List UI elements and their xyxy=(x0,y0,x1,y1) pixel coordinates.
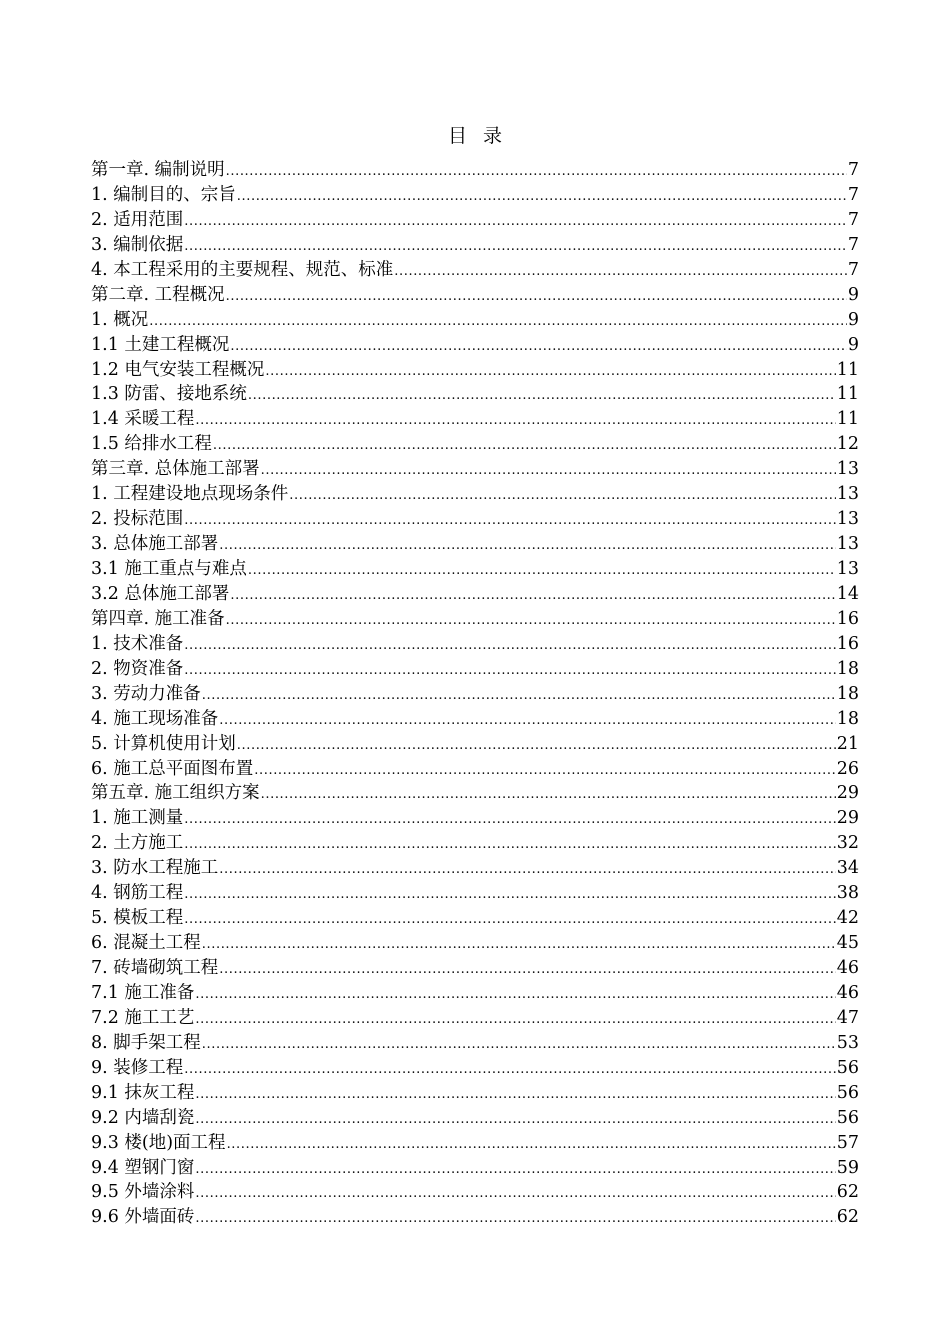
toc-entry-label: 3. 编制依据 xyxy=(91,234,184,255)
toc-entry-label: 第三章. 总体施工部署 xyxy=(91,459,260,480)
toc-entry-label: 6. 混凝土工程 xyxy=(91,933,201,954)
toc-entry-label: 5. 计算机使用计划 xyxy=(91,733,236,754)
toc-entry[interactable] xyxy=(91,407,859,432)
toc-dot-leader xyxy=(184,210,847,233)
toc-entry[interactable] xyxy=(91,507,859,532)
toc-dot-leader xyxy=(184,808,835,831)
toc-entry-label: 第二章. 工程概况 xyxy=(91,284,225,305)
toc-entry-label: 2. 适用范围 xyxy=(91,209,184,230)
toc-dot-leader xyxy=(184,235,847,258)
toc-entry-page-number: 7 xyxy=(847,160,859,180)
toc-entry[interactable] xyxy=(91,831,859,856)
toc-entry[interactable] xyxy=(91,432,859,457)
toc-entry[interactable] xyxy=(91,806,859,831)
toc-dot-leader xyxy=(237,734,836,757)
toc-entry-label: 1.3 防雷、接地系统 xyxy=(91,384,247,405)
toc-entry-label: 8. 脚手架工程 xyxy=(91,1032,201,1053)
toc-dot-leader xyxy=(184,509,835,532)
toc-entry-label: 7.2 施工工艺 xyxy=(91,1007,195,1028)
toc-dot-leader xyxy=(219,534,835,557)
toc-entry[interactable] xyxy=(91,956,859,981)
toc-entry-label: 7.1 施工准备 xyxy=(91,982,195,1003)
toc-entry-page-number: 57 xyxy=(836,1132,859,1153)
toc-entry-page-number: 11 xyxy=(836,409,859,430)
toc-dot-leader xyxy=(219,858,835,881)
toc-dot-leader xyxy=(248,384,836,407)
toc-entry-label: 7. 砖墙砌筑工程 xyxy=(91,958,219,978)
toc-entry[interactable] xyxy=(91,607,859,632)
toc-dot-leader xyxy=(394,260,847,283)
toc-dot-leader xyxy=(230,584,835,607)
toc-entry-label: 2. 物资准备 xyxy=(91,658,184,679)
toc-entry[interactable] xyxy=(91,1056,859,1081)
toc-entry-label: 第一章. 编制说明 xyxy=(91,160,225,180)
toc-dot-leader xyxy=(261,459,836,482)
toc-entry-label: 1. 技术准备 xyxy=(91,633,184,654)
toc-dot-leader xyxy=(195,409,835,432)
toc-entry-page-number: 13 xyxy=(836,484,859,505)
toc-dot-leader xyxy=(149,310,847,333)
toc-entry-page-number: 11 xyxy=(836,359,859,380)
toc-entry-label: 2. 投标范围 xyxy=(91,509,184,530)
toc-entry[interactable] xyxy=(91,1006,859,1031)
toc-entry[interactable] xyxy=(91,532,859,557)
toc-entry[interactable] xyxy=(91,1106,859,1131)
toc-entry-page-number: 7 xyxy=(847,259,859,280)
toc-entry-label: 4. 本工程采用的主要规程、规范、标准 xyxy=(91,259,394,280)
toc-entry-label: 1. 工程建设地点现场条件 xyxy=(91,484,289,505)
toc-entry[interactable] xyxy=(91,457,859,482)
toc-entry-page-number: 56 xyxy=(836,1057,859,1078)
toc-dot-leader xyxy=(195,1207,835,1230)
toc-dot-leader xyxy=(195,983,835,1006)
toc-entry-label: 1.1 土建工程概况 xyxy=(91,334,230,355)
toc-entry-page-number: 46 xyxy=(836,982,859,1003)
toc-dot-leader xyxy=(226,285,847,308)
toc-entry-page-number: 7 xyxy=(847,209,859,230)
toc-entry[interactable] xyxy=(91,183,859,208)
toc-entry-page-number: 13 xyxy=(836,509,859,530)
toc-dot-leader xyxy=(184,659,835,682)
toc-entry-label: 3. 防水工程施工 xyxy=(91,858,219,879)
toc-entry-page-number: 29 xyxy=(836,808,859,829)
toc-dot-leader xyxy=(261,783,836,806)
toc-dot-leader xyxy=(227,1133,836,1156)
toc-entry-page-number: 14 xyxy=(836,583,859,604)
toc-entry[interactable] xyxy=(91,682,859,707)
toc-dot-leader xyxy=(226,160,847,183)
toc-entry[interactable] xyxy=(91,981,859,1006)
toc-entry-page-number: 9 xyxy=(847,284,859,305)
toc-entry[interactable] xyxy=(91,233,859,258)
toc-dot-leader xyxy=(248,559,836,582)
toc-entry[interactable] xyxy=(91,632,859,657)
toc-entry-label: 9.3 楼(地)面工程 xyxy=(91,1132,226,1153)
toc-entry-label: 1.5 给排水工程 xyxy=(91,434,212,455)
toc-entry-page-number: 13 xyxy=(836,559,859,579)
toc-entry[interactable] xyxy=(91,781,859,806)
toc-entry-label: 3. 劳动力准备 xyxy=(91,683,201,704)
toc-entry-page-number: 45 xyxy=(836,933,859,954)
toc-entry-page-number: 7 xyxy=(847,184,859,205)
toc-entry-label: 第四章. 施工准备 xyxy=(91,608,225,629)
toc-dot-leader xyxy=(265,360,835,383)
toc-entry[interactable] xyxy=(91,657,859,682)
toc-dot-leader xyxy=(184,634,835,657)
toc-dot-leader xyxy=(202,684,836,707)
toc-entry-label: 3.2 总体施工部署 xyxy=(91,583,230,604)
toc-entry-label: 1. 施工测量 xyxy=(91,808,184,829)
toc-entry[interactable] xyxy=(91,382,859,407)
toc-dot-leader xyxy=(202,1033,836,1056)
toc-entry[interactable] xyxy=(91,1131,859,1156)
toc-dot-leader xyxy=(230,335,846,358)
toc-entry-page-number: 46 xyxy=(836,958,859,978)
toc-entry-page-number: 38 xyxy=(836,883,859,904)
toc-dot-leader xyxy=(213,434,836,457)
toc-entry-label: 3.1 施工重点与难点 xyxy=(91,559,247,579)
toc-entry-label: 6. 施工总平面图布置 xyxy=(91,758,254,779)
toc-entry-page-number: 47 xyxy=(836,1007,859,1028)
toc-entry-page-number: 9 xyxy=(847,334,859,355)
toc-entry[interactable] xyxy=(91,1081,859,1106)
toc-entry-page-number: 21 xyxy=(836,733,859,754)
toc-dot-leader xyxy=(195,1083,835,1106)
toc-entry[interactable] xyxy=(91,732,859,757)
toc-entry-page-number: 34 xyxy=(836,858,859,879)
toc-dot-leader xyxy=(202,933,836,956)
toc-entry-page-number: 26 xyxy=(836,758,859,779)
toc-dot-leader xyxy=(195,1182,835,1205)
toc-entry[interactable] xyxy=(91,358,859,383)
toc-entry-label: 4. 钢筋工程 xyxy=(91,883,184,904)
toc-dot-leader xyxy=(226,609,836,632)
toc-entry-page-number: 16 xyxy=(836,633,859,654)
toc-entry[interactable] xyxy=(91,707,859,732)
toc-entry[interactable] xyxy=(91,308,859,333)
toc-entry-page-number: 29 xyxy=(836,783,859,804)
toc-entry-page-number: 11 xyxy=(836,384,859,405)
toc-title: 目录 xyxy=(447,125,518,147)
toc-entry[interactable] xyxy=(91,158,859,183)
toc-entry-page-number: 13 xyxy=(836,534,859,555)
toc-entry-label: 9.1 抹灰工程 xyxy=(91,1082,195,1103)
toc-entry[interactable] xyxy=(91,856,859,881)
toc-dot-leader xyxy=(237,185,847,208)
toc-entry-label: 9.6 外墙面砖 xyxy=(91,1207,195,1228)
toc-entry-page-number: 56 xyxy=(836,1107,859,1128)
toc-dot-leader xyxy=(254,759,835,782)
toc-entry-label: 1. 概况 xyxy=(91,309,149,330)
toc-entry-page-number: 16 xyxy=(836,608,859,629)
toc-entry-label: 4. 施工现场准备 xyxy=(91,708,219,729)
toc-entry-page-number: 53 xyxy=(836,1032,859,1053)
toc-entry-label: 第五章. 施工组织方案 xyxy=(91,783,260,804)
toc-dot-leader xyxy=(195,1158,835,1181)
toc-entry-label: 9.2 内墙刮瓷 xyxy=(91,1107,195,1128)
toc-entry-page-number: 18 xyxy=(836,708,859,729)
toc-entry[interactable] xyxy=(91,208,859,233)
toc-entry[interactable] xyxy=(91,1156,859,1181)
toc-dot-leader xyxy=(184,833,835,856)
toc-entry-page-number: 56 xyxy=(836,1082,859,1103)
toc-entry-label: 9.4 塑钢门窗 xyxy=(91,1157,195,1178)
toc-entry-label: 1.2 电气安装工程概况 xyxy=(91,359,265,380)
toc-dot-leader xyxy=(219,709,835,732)
toc-entry[interactable] xyxy=(91,557,859,582)
toc-entry-page-number: 62 xyxy=(836,1182,859,1203)
toc-entry-label: 2. 土方施工 xyxy=(91,833,184,854)
toc-dot-leader xyxy=(195,1008,835,1031)
toc-dot-leader xyxy=(289,484,835,507)
toc-entry-label: 3. 总体施工部署 xyxy=(91,534,219,555)
toc-dot-leader xyxy=(195,1108,835,1131)
toc-entry-page-number: 13 xyxy=(836,459,859,480)
toc-entry[interactable] xyxy=(91,881,859,906)
toc-entry[interactable] xyxy=(91,1205,859,1230)
toc-entry-label: 9.5 外墙涂料 xyxy=(91,1182,195,1203)
toc-entry-label: 9. 装修工程 xyxy=(91,1057,184,1078)
toc-dot-leader xyxy=(184,883,835,906)
toc-entry[interactable] xyxy=(91,333,859,358)
toc-entry[interactable] xyxy=(91,283,859,308)
toc-entry[interactable] xyxy=(91,1031,859,1056)
toc-entry-page-number: 32 xyxy=(836,833,859,854)
toc-dot-leader xyxy=(219,958,835,981)
toc-entry[interactable] xyxy=(91,1180,859,1205)
toc-entry-page-number: 62 xyxy=(836,1207,859,1228)
toc-entry-page-number: 59 xyxy=(836,1157,859,1178)
toc-entry-label: 1. 编制目的、宗旨 xyxy=(91,184,236,205)
toc-entry[interactable] xyxy=(91,931,859,956)
toc-entry[interactable] xyxy=(91,906,859,931)
toc-entry-label: 5. 模板工程 xyxy=(91,908,184,929)
toc-entry-label: 1.4 采暖工程 xyxy=(91,409,195,430)
toc-entry-page-number: 42 xyxy=(836,908,859,929)
toc-entry-page-number: 7 xyxy=(847,234,859,255)
toc-entry-page-number: 18 xyxy=(836,683,859,704)
toc-entry[interactable] xyxy=(91,258,859,283)
toc-dot-leader xyxy=(184,1058,835,1081)
toc-entry[interactable] xyxy=(91,757,859,782)
toc-entry-page-number: 12 xyxy=(836,434,859,455)
toc-entry-page-number: 9 xyxy=(847,309,859,330)
toc-entry[interactable] xyxy=(91,582,859,607)
toc-entry[interactable] xyxy=(91,482,859,507)
toc-dot-leader xyxy=(184,908,835,931)
toc-list xyxy=(91,158,859,1230)
toc-entry-page-number: 18 xyxy=(836,658,859,679)
